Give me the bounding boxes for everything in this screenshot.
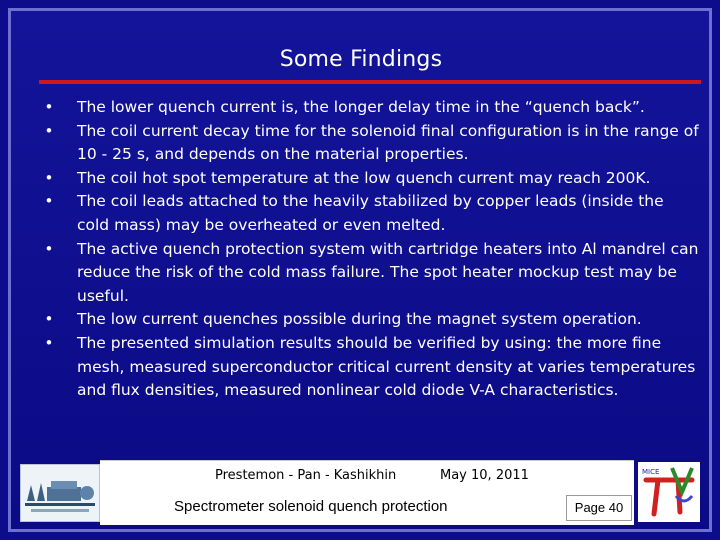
berkeley-lab-logo-graphic — [21, 465, 99, 521]
bullet-item — [39, 96, 699, 120]
mice-pi-logo-icon — [638, 462, 700, 522]
slide-frame — [8, 8, 712, 532]
bullet-text: The active quench protection system with cartridge heaters into Al mandrel can reduce the risk of the cold mass failure. The spot heater mockup test may be useful. — [77, 239, 699, 305]
bullet-dot: • — [44, 168, 54, 187]
bullet-item — [39, 167, 699, 191]
bullet-text: The low current quenches possible during the magnet system operation. — [77, 310, 642, 329]
footer-authors: Prestemon - Pan - Kashikhin — [215, 468, 397, 483]
bullet-dot: • — [44, 310, 54, 329]
page-number: Page 40 — [566, 495, 632, 521]
slide-title: Some Findings — [279, 47, 443, 72]
bullet-dot: • — [44, 333, 54, 352]
mice-pi-logo-graphic — [638, 462, 700, 522]
bullet-dot: • — [44, 98, 54, 116]
bullet-item — [39, 308, 699, 332]
bullet-text: The presented simulation results should be verified by using: the more fine mesh, measured superconductor critical current density at varies temperatures and flux densities, measured nonlinear cold diode V-A characteristics. — [77, 333, 696, 400]
bullet-item — [39, 332, 699, 403]
footer-date: May 10, 2011 — [440, 468, 529, 483]
bullet-text: The coil current decay time for the solenoid final configuration is in the range of 10 - 25 s, and depends on the material properties. — [77, 121, 699, 164]
title-underline — [39, 80, 701, 84]
bullet-dot: • — [44, 192, 54, 211]
bullet-text: The coil hot spot temperature at the low quench current may reach 200K. — [77, 168, 651, 187]
bullet-text: The coil leads attached to the heavily stabilized by copper leads (inside the cold mass) may be overheated or even melted. — [77, 192, 664, 234]
berkeley-lab-logo-icon — [20, 464, 100, 522]
bullet-item — [39, 238, 699, 309]
bullet-text: The lower quench current is, the longer delay time in the “quench back”. — [77, 98, 645, 116]
bullet-item — [39, 120, 699, 167]
bullet-dot: • — [44, 121, 54, 140]
mice-logo-text: MICE — [642, 468, 660, 476]
bullet-dot: • — [44, 239, 54, 258]
bullet-list — [39, 96, 699, 403]
footer-subtitle: Spectrometer solenoid quench protection — [174, 498, 448, 515]
bullet-item — [39, 190, 699, 237]
